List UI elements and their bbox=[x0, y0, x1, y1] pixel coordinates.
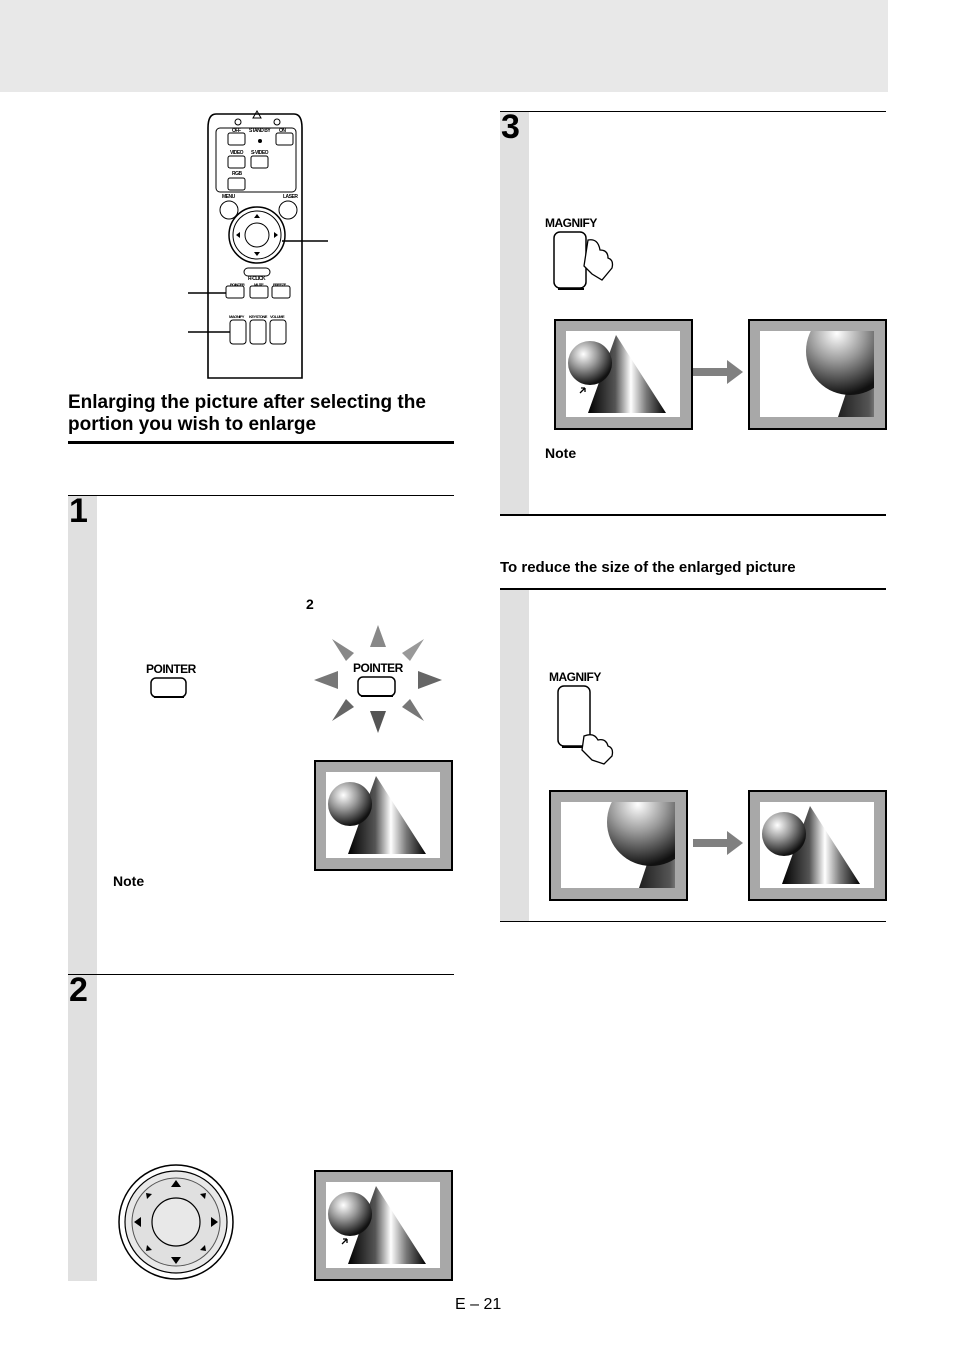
remote-rgb-label: RGB bbox=[232, 171, 242, 177]
step3-number-column bbox=[500, 112, 529, 514]
arrow-right-icon bbox=[693, 830, 745, 856]
remote-video-label: VIDEO bbox=[230, 150, 244, 156]
step1-note: Note bbox=[113, 873, 145, 889]
remote-off-label: OFF bbox=[232, 128, 241, 134]
screen-pointer-image bbox=[314, 1170, 453, 1281]
remote-pointer-label: POINTER bbox=[230, 282, 245, 287]
screen-before-magnify bbox=[554, 319, 693, 430]
section-title: Enlarging the picture after selecting the portion you wish to enlarge bbox=[68, 392, 426, 435]
step3-top-rule bbox=[500, 111, 886, 112]
magnify-press-icon bbox=[552, 230, 616, 294]
arrow-right-icon bbox=[693, 359, 745, 385]
reduce-top-rule bbox=[500, 588, 886, 590]
remote-laser-label: LASER bbox=[283, 194, 298, 200]
direction-pad-icon bbox=[116, 1164, 236, 1282]
pointer-lit-button-icon bbox=[357, 676, 397, 698]
magnify-hold-icon bbox=[556, 684, 620, 766]
screen-reduced bbox=[748, 790, 887, 901]
page-number: E – 21 bbox=[455, 1296, 502, 1313]
pointer-lit-label: POINTER bbox=[353, 661, 403, 675]
screen-after-magnify bbox=[748, 319, 887, 430]
reduce-column bbox=[500, 590, 529, 921]
step2-number-column bbox=[68, 975, 97, 1281]
remote-standby-label: STAND BY bbox=[249, 128, 271, 134]
remote-rclick-label: R-CLICK bbox=[248, 276, 266, 282]
remote-volume-label: VOLUME bbox=[270, 314, 285, 319]
step1-number: 1 bbox=[69, 492, 88, 530]
step3-number: 3 bbox=[501, 108, 520, 146]
step3-magnify-label: MAGNIFY bbox=[545, 216, 597, 230]
step1-number-column bbox=[68, 496, 97, 974]
step2-top-rule bbox=[68, 974, 454, 975]
step2-number: 2 bbox=[69, 971, 88, 1009]
pointer-button-label: POINTER bbox=[146, 662, 196, 676]
step3-bottom-rule bbox=[500, 514, 886, 516]
screen-enlarged bbox=[549, 790, 688, 901]
remote-magnify-label: MAGNIFY bbox=[229, 314, 244, 319]
pointer-button-icon bbox=[150, 677, 188, 699]
screen-normal-image bbox=[314, 760, 453, 871]
remote-menu-label: MENU bbox=[222, 194, 235, 200]
reduce-bottom-rule bbox=[500, 921, 886, 922]
remote-freeze-label: FREEZE bbox=[273, 282, 286, 287]
step1-ref-number: 2 bbox=[306, 596, 314, 612]
remote-on-label: ON bbox=[279, 128, 286, 134]
remote-mute-label: MUTE bbox=[254, 282, 264, 287]
title-divider bbox=[68, 441, 454, 444]
remote-keystone-label: KEYSTONE bbox=[249, 314, 267, 319]
reduce-magnify-label: MAGNIFY bbox=[549, 670, 601, 684]
step1-top-rule bbox=[68, 495, 454, 496]
step3-note: Note bbox=[545, 445, 577, 461]
reduce-heading: To reduce the size of the enlarged picture bbox=[500, 559, 796, 576]
remote-control-illustration bbox=[186, 108, 346, 380]
header-band bbox=[0, 0, 888, 92]
remote-svideo-label: S-VIDEO bbox=[251, 150, 269, 156]
